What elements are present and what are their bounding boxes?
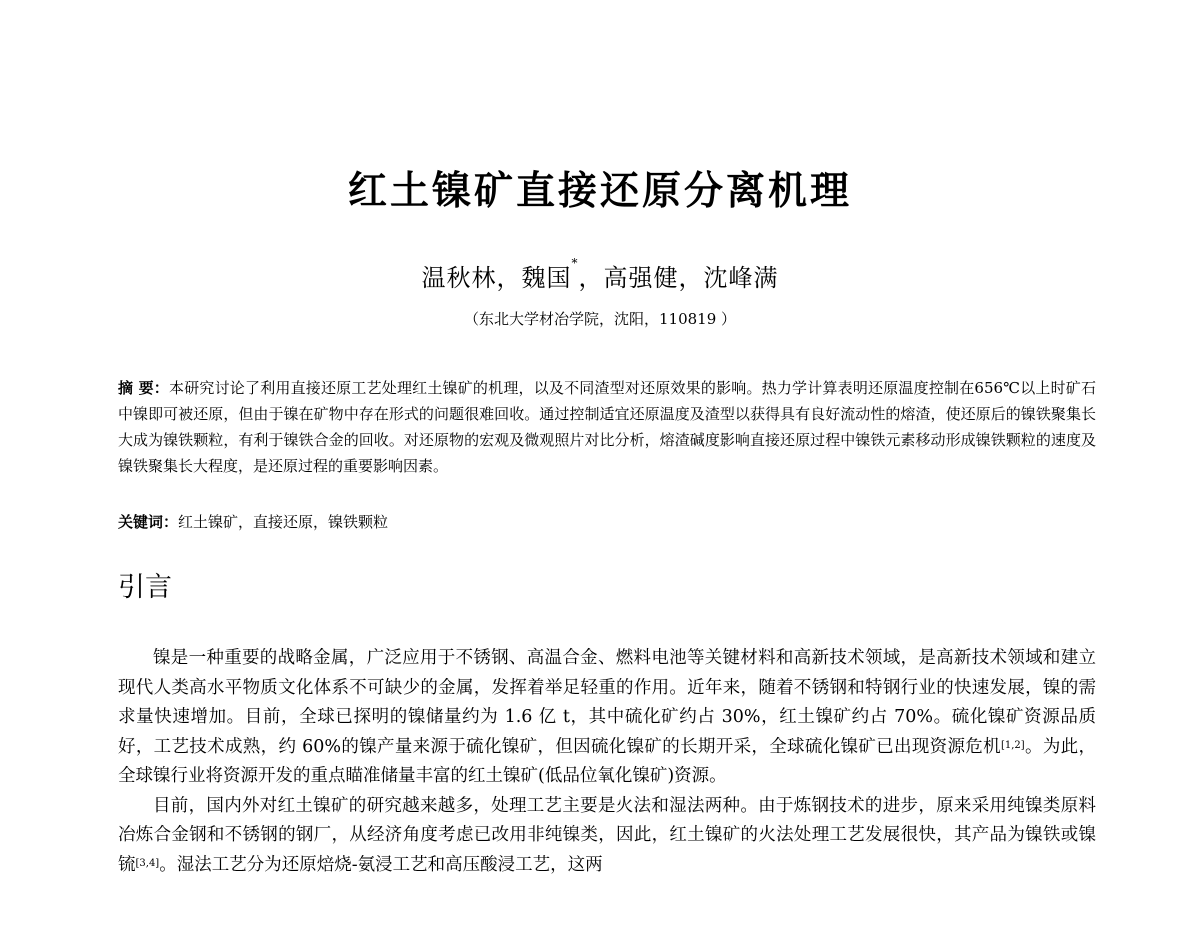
paragraph-2-text-a: 目前，国内外对红土镍矿的研究越来越多，处理工艺主要是火法和湿法两种。由于炼钢技术的进步，原来采用纯镍类原料冶炼合金钢和不锈钢的钢厂，从经济角度考虑已改用非纯镍类，因此，红土镍矿的火法处理工艺发展很快，其产品为镍铁或镍锍 <box>118 795 1096 875</box>
authors-part-2: ，高强健，沈峰满 <box>578 264 779 292</box>
keywords <box>118 509 1096 535</box>
citation-ref[interactable]: [1,2] <box>1000 739 1025 751</box>
paragraph <box>118 644 1096 792</box>
keywords-text: 红土镍矿，直接还原，镍铁颗粒 <box>178 513 389 531</box>
keywords-label: 关键词： <box>118 513 179 531</box>
paragraph-2-text-b: 。湿法工艺分为还原焙烧-氨浸工艺和高压酸浸工艺，这两 <box>159 854 603 875</box>
author-list <box>0 258 1200 293</box>
paragraph <box>118 792 1096 881</box>
affiliation: （东北大学材冶学院，沈阳，110819 ） <box>463 310 737 328</box>
corresponding-author-mark: * <box>571 256 579 270</box>
citation-ref[interactable]: [3,4] <box>135 857 160 869</box>
abstract <box>118 375 1096 479</box>
paragraph-1-text-b: 。为此，全球镍行业将资源开发的重点瞄准储量丰富的红土镍矿(低品位氧化镍矿)资源。 <box>118 736 1096 786</box>
authors-part-1: 温秋林，魏国 <box>421 264 572 292</box>
section-heading: 引言 <box>118 572 172 603</box>
paragraph-1-text-a: 镍是一种重要的战略金属，广泛应用于不锈钢、高温合金、燃料电池等关键材料和高新技术领域，是高新技术领域和建立现代人类高水平物质文化体系不可缺少的金属，发挥着举足轻重的作用。近年来，随着不锈钢和特钢行业的快速发展，镍的需求量快速增加。目前，全球已探明的镍储量约为 1.6 亿 t，其中硫化矿约占 30%，红土镍矿约占 70%。硫化镍矿资源品质好，工艺技术成熟，约 60%的镍产量来源于硫化镍矿，但因硫化镍矿的长期开采，全球硫化镍矿已出现资源危机 <box>118 648 1096 757</box>
paper-title: 红土镍矿直接还原分离机理 <box>347 169 852 214</box>
abstract-label: 摘 要： <box>118 379 170 397</box>
body-text <box>118 644 1096 880</box>
abstract-text: 本研究讨论了利用直接还原工艺处理红土镍矿的机理，以及不同渣型对还原效果的影响。热力学计算表明还原温度控制在656℃以上时矿石中镍即可被还原，但由于镍在矿物中存在形式的问题很难回收。通过控制适宜还原温度及渣型以获得具有良好流动性的熔渣，使还原后的镍铁聚集长大成为镍铁颗粒，有利于镍铁合金的回收。对还原物的宏观及微观照片对比分析，熔渣碱度影响直接还原过程中镍铁元素移动形成镍铁颗粒的速度及镍铁聚集长大程度，是还原过程的重要影响因素。 <box>118 379 1096 475</box>
